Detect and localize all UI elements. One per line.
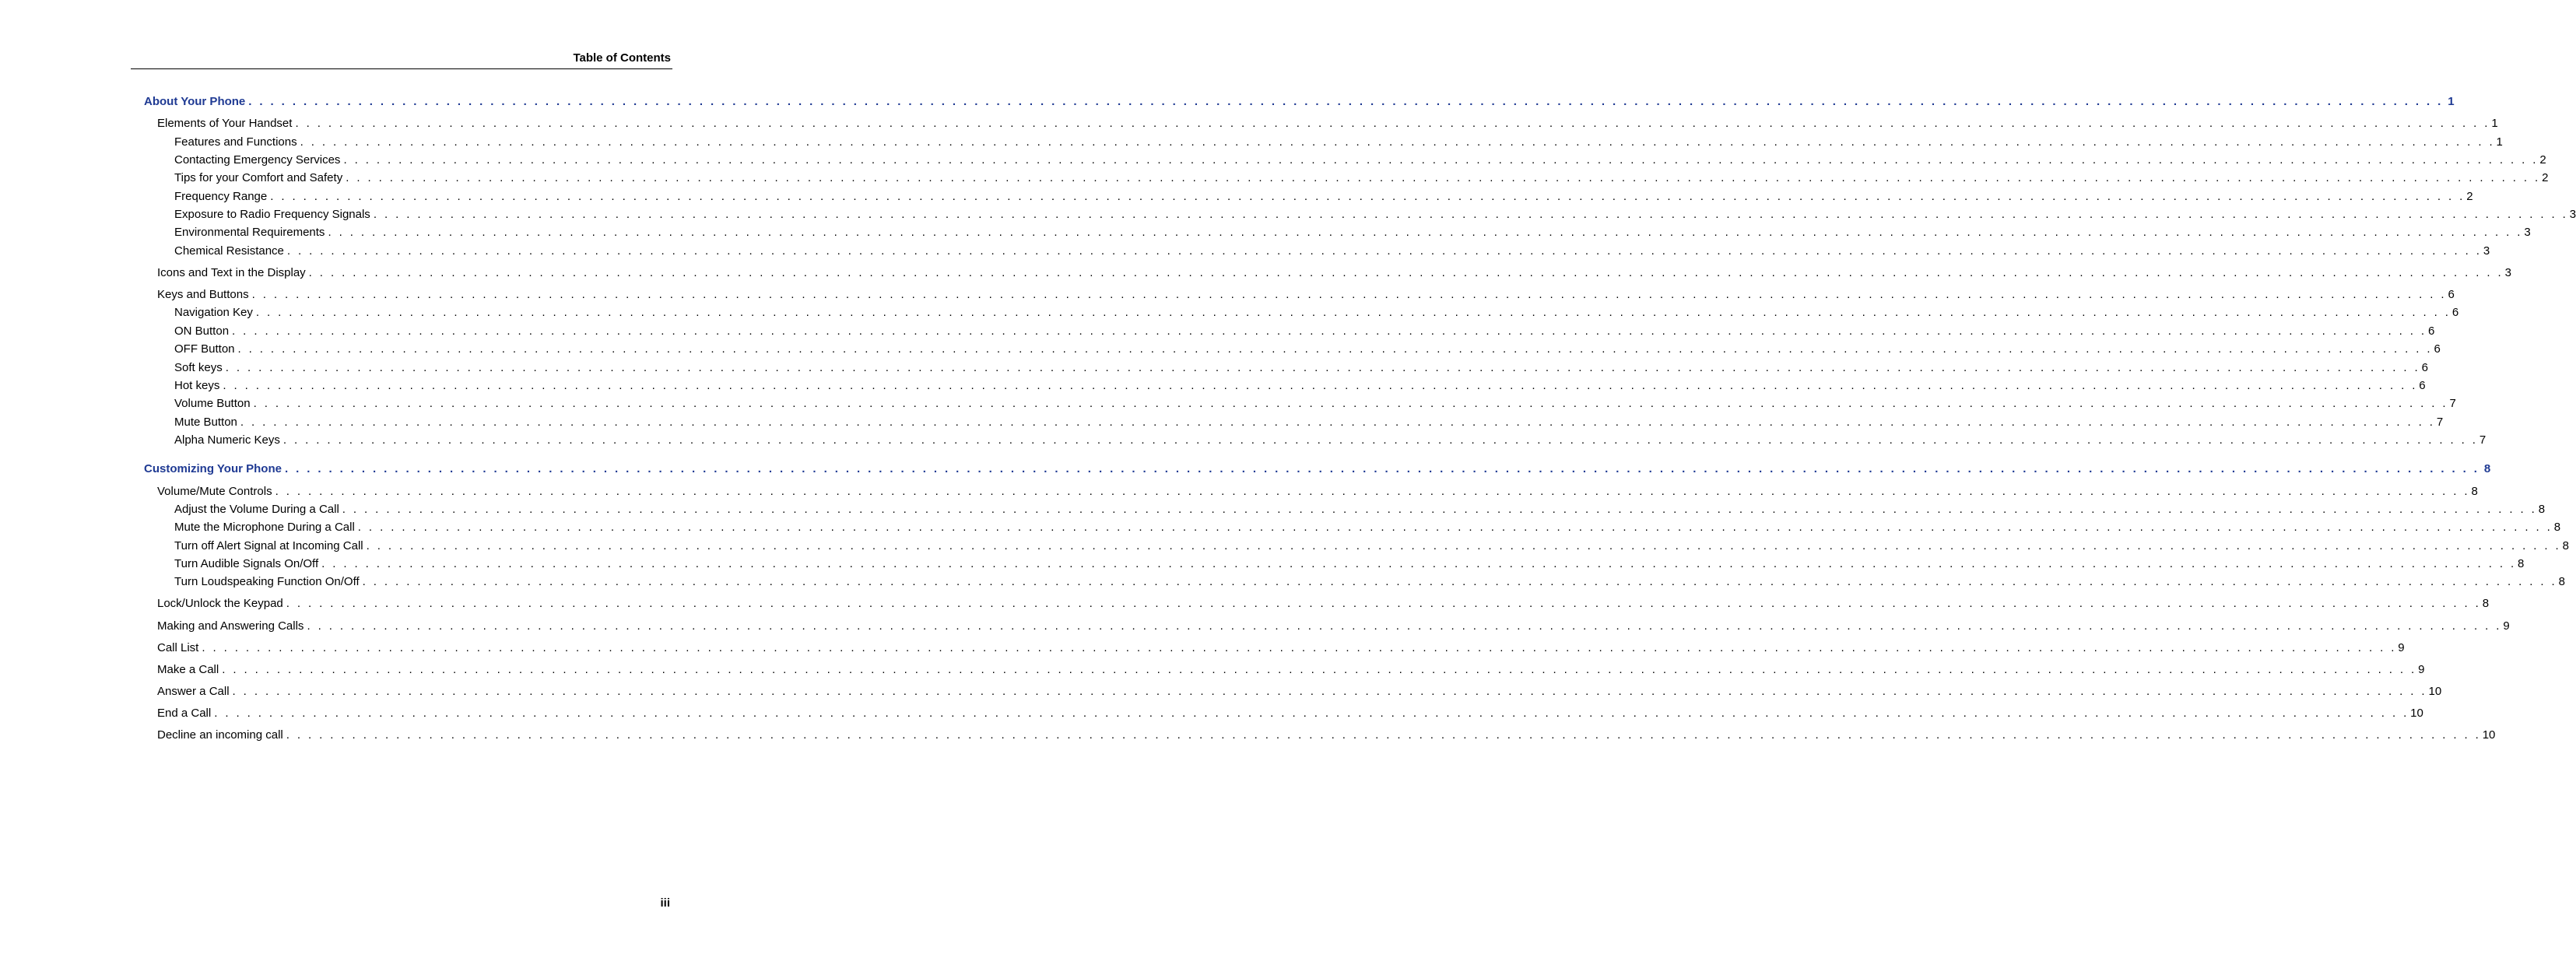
toc-entry-title: Navigation Key <box>174 306 253 319</box>
toc-entry[interactable] <box>157 117 2498 131</box>
toc-dot-leader: . . . . . . . . . . . . . . . . . . . . . . . . . . . . . . . . . . . . . . . . . . . . . . . . . . . . . . . . . . . . . . . . . . . . . . . . . . . . . . . . . . . . . . . . . . . . . . . . . . . . . . . . . . . . . . . . . . . . . . . . . . . . . . . . . . . . . . . . . . . . . . . . . . . . . . . . . . . . . . . . . . . . . . . . . . . . . . . . . . . . . . . . . . . . . . . . . . . . . . . . <box>251 288 2447 301</box>
toc-entry-title: End a Call <box>157 707 212 720</box>
toc-entry-page: 9 <box>2398 641 2405 654</box>
toc-entry-title: Icons and Text in the Display <box>157 266 306 279</box>
toc-entry[interactable] <box>174 416 2444 430</box>
toc-entry-page: 2 <box>2539 153 2546 167</box>
toc-dot-leader: . . . . . . . . . . . . . . . . . . . . . . . . . . . . . . . . . . . . . . . . . . . . . . . . . . . . . . . . . . . . . . . . . . . . . . . . . . . . . . . . . . . . . . . . . . . . . . . . . . . . . . . . . . . . . . . . . . . . . . . . . . . . . . . . . . . . . . . . . . . . . . . . . . . . . . . . . . . . . . . . . . . . . . . . . . . . . . . . . . . . . . . . . . . . . . . . . . . . . . . . <box>300 135 2495 149</box>
toc-dot-leader: . . . . . . . . . . . . . . . . . . . . . . . . . . . . . . . . . . . . . . . . . . . . . . . . . . . . . . . . . . . . . . . . . . . . . . . . . . . . . . . . . . . . . . . . . . . . . . . . . . . . . . . . . . . . . . . . . . . . . . . . . . . . . . . . . . . . . . . . . . . . . . . . . . . . . . . . . . . . . . . . . . . . . . . . . . . . . . . . . . . . . . . . . . . . . . . . . . . . . . . . <box>286 244 2482 258</box>
toc-entry-page: 1 <box>2496 135 2503 149</box>
toc-dot-leader: . . . . . . . . . . . . . . . . . . . . . . . . . . . . . . . . . . . . . . . . . . . . . . . . . . . . . . . . . . . . . . . . . . . . . . . . . . . . . . . . . . . . . . . . . . . . . . . . . . . . . . . . . . . . . . . . . . . . . . . . . . . . . . . . . . . . . . . . . . . . . . . . . . . . . . . . . . . . . . . . . . . . . . . . . . . . . . . . . . . . . . . . . . . . . . . . . . . . . . . . <box>295 117 2490 130</box>
toc-entry-title: Turn Loudspeaking Function On/Off <box>174 575 360 588</box>
toc-entry-title: About Your Phone <box>144 95 246 108</box>
toc-entry-title: ON Button <box>174 324 230 338</box>
toc-entry-page: 8 <box>2538 503 2546 516</box>
toc-dot-leader: . . . . . . . . . . . . . . . . . . . . . . . . . . . . . . . . . . . . . . . . . . . . . . . . . . . . . . . . . . . . . . . . . . . . . . . . . . . . . . . . . . . . . . . . . . . . . . . . . . . . . . . . . . . . . . . . . . . . . . . . . . . . . . . . . . . . . . . . . . . . . . . . . . . . . . . . . . . . . . . . . . . . . . . . . . . . . . . . . . . . . . . . . . . . . . . . . . . . . . . . <box>214 707 2409 720</box>
toc-entry-page: 6 <box>2427 324 2435 338</box>
toc-entry[interactable] <box>174 244 2490 258</box>
toc-entry[interactable] <box>157 641 2405 655</box>
toc-entry[interactable] <box>174 342 2441 356</box>
toc-dot-leader: . . . . . . . . . . . . . . . . . . . . . . . . . . . . . . . . . . . . . . . . . . . . . . . . . . . . . . . . . . . . . . . . . . . . . . . . . . . . . . . . . . . . . . . . . . . . . . . . . . . . . . . . . . . . . . . . . . . . . . . . . . . . . . . . . . . . . . . . . . . . . . . . . . . . . . . . . . . . . . . . . . . . . . . . . . . . . . . . . . . . . . . . . . . . . . . . . . . . . . . . <box>284 462 2479 475</box>
toc-dot-leader: . . . . . . . . . . . . . . . . . . . . . . . . . . . . . . . . . . . . . . . . . . . . . . . . . . . . . . . . . . . . . . . . . . . . . . . . . . . . . . . . . . . . . . . . . . . . . . . . . . . . . . . . . . . . . . . . . . . . . . . . . . . . . . . . . . . . . . . . . . . . . . . . . . . . . . . . . . . . . . . . . . . . . . . . . . . . . . . . . . . . . . . . . . . . . . . . . . . . . . . . <box>321 557 2517 570</box>
toc-dot-leader: . . . . . . . . . . . . . . . . . . . . . . . . . . . . . . . . . . . . . . . . . . . . . . . . . . . . . . . . . . . . . . . . . . . . . . . . . . . . . . . . . . . . . . . . . . . . . . . . . . . . . . . . . . . . . . . . . . . . . . . . . . . . . . . . . . . . . . . . . . . . . . . . . . . . . . . . . . . . . . . . . . . . . . . . . . . . . . . . . . . . . . . . . . . . . . . . . . . . . . . . <box>270 190 2465 203</box>
toc-entry-title: Frequency Range <box>174 190 268 203</box>
toc-dot-leader: . . . . . . . . . . . . . . . . . . . . . . . . . . . . . . . . . . . . . . . . . . . . . . . . . . . . . . . . . . . . . . . . . . . . . . . . . . . . . . . . . . . . . . . . . . . . . . . . . . . . . . . . . . . . . . . . . . . . . . . . . . . . . . . . . . . . . . . . . . . . . . . . . . . . . . . . . . . . . . . . . . . . . . . . . . . . . . . . . . . . . . . . . . . . . . . . . . . . . . . . <box>342 503 2537 516</box>
toc-dot-leader: . . . . . . . . . . . . . . . . . . . . . . . . . . . . . . . . . . . . . . . . . . . . . . . . . . . . . . . . . . . . . . . . . . . . . . . . . . . . . . . . . . . . . . . . . . . . . . . . . . . . . . . . . . . . . . . . . . . . . . . . . . . . . . . . . . . . . . . . . . . . . . . . . . . . . . . . . . . . . . . . . . . . . . . . . . . . . . . . . . . . . . . . . . . . . . . . . . . . . . . . <box>362 575 2557 588</box>
toc-entry-title: Call List <box>157 641 199 654</box>
toc-dot-leader: . . . . . . . . . . . . . . . . . . . . . . . . . . . . . . . . . . . . . . . . . . . . . . . . . . . . . . . . . . . . . . . . . . . . . . . . . . . . . . . . . . . . . . . . . . . . . . . . . . . . . . . . . . . . . . . . . . . . . . . . . . . . . . . . . . . . . . . . . . . . . . . . . . . . . . . . . . . . . . . . . . . . . . . . . . . . . . . . . . . . . . . . . . . . . . . . . . . . . . . . <box>275 485 2470 498</box>
toc-entry-page: 6 <box>2434 342 2441 356</box>
toc-dot-leader: . . . . . . . . . . . . . . . . . . . . . . . . . . . . . . . . . . . . . . . . . . . . . . . . . . . . . . . . . . . . . . . . . . . . . . . . . . . . . . . . . . . . . . . . . . . . . . . . . . . . . . . . . . . . . . . . . . . . . . . . . . . . . . . . . . . . . . . . . . . . . . . . . . . . . . . . . . . . . . . . . . . . . . . . . . . . . . . . . . . . . . . . . . . . . . . . . . . . . . . . <box>286 597 2481 610</box>
toc-dot-leader: . . . . . . . . . . . . . . . . . . . . . . . . . . . . . . . . . . . . . . . . . . . . . . . . . . . . . . . . . . . . . . . . . . . . . . . . . . . . . . . . . . . . . . . . . . . . . . . . . . . . . . . . . . . . . . . . . . . . . . . . . . . . . . . . . . . . . . . . . . . . . . . . . . . . . . . . . . . . . . . . . . . . . . . . . . . . . . . . . . . . . . . . . . . . . . . . . . . . . . . . <box>255 306 2451 319</box>
toc-entry-title: Environmental Requirements <box>174 226 325 239</box>
toc-entry[interactable] <box>157 728 2496 742</box>
toc-entry-title: Soft keys <box>174 361 223 374</box>
page-header-title: Table of Contents <box>573 51 671 65</box>
toc-entry-page: 3 <box>2483 244 2490 258</box>
toc-entry-title: Elements of Your Handset <box>157 117 293 130</box>
toc-entry[interactable] <box>174 379 2426 393</box>
toc-entry[interactable] <box>174 306 2459 320</box>
toc-entry-page: 6 <box>2448 288 2455 301</box>
toc-entry-page: 8 <box>2471 485 2478 498</box>
toc-chapter-entry[interactable] <box>144 95 2455 109</box>
toc-dot-leader: . . . . . . . . . . . . . . . . . . . . . . . . . . . . . . . . . . . . . . . . . . . . . . . . . . . . . . . . . . . . . . . . . . . . . . . . . . . . . . . . . . . . . . . . . . . . . . . . . . . . . . . . . . . . . . . . . . . . . . . . . . . . . . . . . . . . . . . . . . . . . . . . . . . . . . . . . . . . . . . . . . . . . . . . . . . . . . . . . . . . . . . . . . . . . . . . . . . . . . . . <box>240 416 2435 429</box>
toc-entry-page: 10 <box>2428 685 2442 698</box>
toc-entry-page: 6 <box>2421 361 2428 374</box>
toc-dot-leader: . . . . . . . . . . . . . . . . . . . . . . . . . . . . . . . . . . . . . . . . . . . . . . . . . . . . . . . . . . . . . . . . . . . . . . . . . . . . . . . . . . . . . . . . . . . . . . . . . . . . . . . . . . . . . . . . . . . . . . . . . . . . . . . . . . . . . . . . . . . . . . . . . . . . . . . . . . . . . . . . . . . . . . . . . . . . . . . . . . . . . . . . . . . . . . . . . . . . . . . . <box>223 379 2418 392</box>
toc-entry-title: Mute the Microphone During a Call <box>174 521 355 534</box>
toc-entry[interactable] <box>157 663 2425 677</box>
toc-entry[interactable] <box>174 190 2473 204</box>
toc-entry-page: 8 <box>2482 597 2490 610</box>
toc-entry[interactable] <box>174 171 2549 185</box>
toc-entry[interactable] <box>174 153 2546 167</box>
toc-dot-leader: . . . . . . . . . . . . . . . . . . . . . . . . . . . . . . . . . . . . . . . . . . . . . . . . . . . . . . . . . . . . . . . . . . . . . . . . . . . . . . . . . . . . . . . . . . . . . . . . . . . . . . . . . . . . . . . . . . . . . . . . . . . . . . . . . . . . . . . . . . . . . . . . . . . . . . . . . . . . . . . . . . . . . . . . . . . . . . . . . . . . . . . . . . . . . . . . . . . . . . . . <box>237 342 2433 356</box>
toc-entry[interactable] <box>174 361 2428 375</box>
toc-entry-page: 3 <box>2569 208 2576 221</box>
toc-entry[interactable] <box>174 324 2435 338</box>
toc-dot-leader: . . . . . . . . . . . . . . . . . . . . . . . . . . . . . . . . . . . . . . . . . . . . . . . . . . . . . . . . . . . . . . . . . . . . . . . . . . . . . . . . . . . . . . . . . . . . . . . . . . . . . . . . . . . . . . . . . . . . . . . . . . . . . . . . . . . . . . . . . . . . . . . . . . . . . . . . . . . . . . . . . . . . . . . . . . . . . . . . . . . . . . . . . . . . . . . . . . . . . . . . <box>286 728 2481 742</box>
toc-entry-page: 7 <box>2479 433 2487 447</box>
toc-entry-page: 10 <box>2410 707 2423 720</box>
toc-entry-page: 6 <box>2451 306 2459 319</box>
toc-entry[interactable] <box>157 707 2423 721</box>
toc-entry-title: Tips for your Comfort and Safety <box>174 171 343 184</box>
toc-entry-title: Exposure to Radio Frequency Signals <box>174 208 370 221</box>
toc-entry-title: Turn off Alert Signal at Incoming Call <box>174 539 363 552</box>
toc-entry[interactable] <box>157 597 2490 611</box>
toc-entry[interactable] <box>174 433 2487 447</box>
toc-entry-page: 6 <box>2419 379 2426 392</box>
toc-entry-title: Customizing Your Phone <box>144 462 282 475</box>
toc-entry-title: Make a Call <box>157 663 219 676</box>
toc-dot-leader: . . . . . . . . . . . . . . . . . . . . . . . . . . . . . . . . . . . . . . . . . . . . . . . . . . . . . . . . . . . . . . . . . . . . . . . . . . . . . . . . . . . . . . . . . . . . . . . . . . . . . . . . . . . . . . . . . . . . . . . . . . . . . . . . . . . . . . . . . . . . . . . . . . . . . . . . . . . . . . . . . . . . . . . . . . . . . . . . . . . . . . . . . . . . . . . . . . . . . . . . <box>248 95 2444 108</box>
toc-entry-page: 9 <box>2418 663 2425 676</box>
toc-entry[interactable] <box>157 685 2442 699</box>
toc-entry-title: Adjust the Volume During a Call <box>174 503 339 516</box>
toc-entry-page: 3 <box>2524 226 2531 239</box>
toc-entry-page: 7 <box>2436 416 2444 429</box>
toc-entry-page: 1 <box>2448 95 2455 108</box>
toc-dot-leader: . . . . . . . . . . . . . . . . . . . . . . . . . . . . . . . . . . . . . . . . . . . . . . . . . . . . . . . . . . . . . . . . . . . . . . . . . . . . . . . . . . . . . . . . . . . . . . . . . . . . . . . . . . . . . . . . . . . . . . . . . . . . . . . . . . . . . . . . . . . . . . . . . . . . . . . . . . . . . . . . . . . . . . . . . . . . . . . . . . . . . . . . . . . . . . . . . . . . . . . . <box>328 226 2523 239</box>
toc-entry-page: 2 <box>2542 171 2549 184</box>
toc-entry-title: Chemical Resistance <box>174 244 284 258</box>
toc-entry-title: Volume Button <box>174 397 251 410</box>
toc-entry-page: 8 <box>2553 521 2561 534</box>
toc-dot-leader: . . . . . . . . . . . . . . . . . . . . . . . . . . . . . . . . . . . . . . . . . . . . . . . . . . . . . . . . . . . . . . . . . . . . . . . . . . . . . . . . . . . . . . . . . . . . . . . . . . . . . . . . . . . . . . . . . . . . . . . . . . . . . . . . . . . . . . . . . . . . . . . . . . . . . . . . . . . . . . . . . . . . . . . . . . . . . . . . . . . . . . . . . . . . . . . . . . . . . . . . <box>283 433 2478 447</box>
toc-entry-title: Alpha Numeric Keys <box>174 433 280 447</box>
toc-entry-page: 8 <box>2483 462 2491 475</box>
toc-entry-page: 1 <box>2491 117 2498 130</box>
toc-dot-leader: . . . . . . . . . . . . . . . . . . . . . . . . . . . . . . . . . . . . . . . . . . . . . . . . . . . . . . . . . . . . . . . . . . . . . . . . . . . . . . . . . . . . . . . . . . . . . . . . . . . . . . . . . . . . . . . . . . . . . . . . . . . . . . . . . . . . . . . . . . . . . . . . . . . . . . . . . . . . . . . . . . . . . . . . . . . . . . . . . . . . . . . . . . . . . . . . . . . . . . . . <box>373 208 2568 221</box>
toc-dot-leader: . . . . . . . . . . . . . . . . . . . . . . . . . . . . . . . . . . . . . . . . . . . . . . . . . . . . . . . . . . . . . . . . . . . . . . . . . . . . . . . . . . . . . . . . . . . . . . . . . . . . . . . . . . . . . . . . . . . . . . . . . . . . . . . . . . . . . . . . . . . . . . . . . . . . . . . . . . . . . . . . . . . . . . . . . . . . . . . . . . . . . . . . . . . . . . . . . . . . . . . . <box>202 641 2397 654</box>
toc-entry-page: 7 <box>2449 397 2456 410</box>
toc-entry[interactable] <box>174 557 2525 571</box>
toc-entry[interactable] <box>174 397 2456 411</box>
toc-entry-page: 8 <box>2518 557 2525 570</box>
toc-entry-page: 2 <box>2466 190 2473 203</box>
header-divider <box>131 68 672 69</box>
toc-dot-leader: . . . . . . . . . . . . . . . . . . . . . . . . . . . . . . . . . . . . . . . . . . . . . . . . . . . . . . . . . . . . . . . . . . . . . . . . . . . . . . . . . . . . . . . . . . . . . . . . . . . . . . . . . . . . . . . . . . . . . . . . . . . . . . . . . . . . . . . . . . . . . . . . . . . . . . . . . . . . . . . . . . . . . . . . . . . . . . . . . . . . . . . . . . . . . . . . . . . . . . . . <box>253 397 2448 410</box>
toc-entry-title: Contacting Emergency Services <box>174 153 341 167</box>
toc-entry-title: OFF Button <box>174 342 235 356</box>
toc-dot-leader: . . . . . . . . . . . . . . . . . . . . . . . . . . . . . . . . . . . . . . . . . . . . . . . . . . . . . . . . . . . . . . . . . . . . . . . . . . . . . . . . . . . . . . . . . . . . . . . . . . . . . . . . . . . . . . . . . . . . . . . . . . . . . . . . . . . . . . . . . . . . . . . . . . . . . . . . . . . . . . . . . . . . . . . . . . . . . . . . . . . . . . . . . . . . . . . . . . . . . . . . <box>222 663 2417 676</box>
toc-entry[interactable] <box>174 521 2561 535</box>
toc-dot-leader: . . . . . . . . . . . . . . . . . . . . . . . . . . . . . . . . . . . . . . . . . . . . . . . . . . . . . . . . . . . . . . . . . . . . . . . . . . . . . . . . . . . . . . . . . . . . . . . . . . . . . . . . . . . . . . . . . . . . . . . . . . . . . . . . . . . . . . . . . . . . . . . . . . . . . . . . . . . . . . . . . . . . . . . . . . . . . . . . . . . . . . . . . . . . . . . . . . . . . . . . <box>308 266 2504 279</box>
toc-entry[interactable] <box>174 575 2565 589</box>
toc-entry[interactable] <box>157 485 2478 499</box>
toc-entry[interactable] <box>174 208 2576 222</box>
toc-entry-title: Volume/Mute Controls <box>157 485 272 498</box>
toc-dot-leader: . . . . . . . . . . . . . . . . . . . . . . . . . . . . . . . . . . . . . . . . . . . . . . . . . . . . . . . . . . . . . . . . . . . . . . . . . . . . . . . . . . . . . . . . . . . . . . . . . . . . . . . . . . . . . . . . . . . . . . . . . . . . . . . . . . . . . . . . . . . . . . . . . . . . . . . . . . . . . . . . . . . . . . . . . . . . . . . . . . . . . . . . . . . . . . . . . . . . . . . . <box>357 521 2553 534</box>
toc-dot-leader: . . . . . . . . . . . . . . . . . . . . . . . . . . . . . . . . . . . . . . . . . . . . . . . . . . . . . . . . . . . . . . . . . . . . . . . . . . . . . . . . . . . . . . . . . . . . . . . . . . . . . . . . . . . . . . . . . . . . . . . . . . . . . . . . . . . . . . . . . . . . . . . . . . . . . . . . . . . . . . . . . . . . . . . . . . . . . . . . . . . . . . . . . . . . . . . . . . . . . . . . <box>232 685 2427 698</box>
toc-dot-leader: . . . . . . . . . . . . . . . . . . . . . . . . . . . . . . . . . . . . . . . . . . . . . . . . . . . . . . . . . . . . . . . . . . . . . . . . . . . . . . . . . . . . . . . . . . . . . . . . . . . . . . . . . . . . . . . . . . . . . . . . . . . . . . . . . . . . . . . . . . . . . . . . . . . . . . . . . . . . . . . . . . . . . . . . . . . . . . . . . . . . . . . . . . . . . . . . . . . . . . . . <box>343 153 2539 167</box>
toc-dot-leader: . . . . . . . . . . . . . . . . . . . . . . . . . . . . . . . . . . . . . . . . . . . . . . . . . . . . . . . . . . . . . . . . . . . . . . . . . . . . . . . . . . . . . . . . . . . . . . . . . . . . . . . . . . . . . . . . . . . . . . . . . . . . . . . . . . . . . . . . . . . . . . . . . . . . . . . . . . . . . . . . . . . . . . . . . . . . . . . . . . . . . . . . . . . . . . . . . . . . . . . . <box>232 324 2427 338</box>
toc-entry-title: Answer a Call <box>157 685 230 698</box>
toc-entry-title: Hot keys <box>174 379 220 392</box>
toc-chapter-entry[interactable] <box>144 462 2491 476</box>
toc-entry-title: Lock/Unlock the Keypad <box>157 597 283 610</box>
toc-entry-page: 10 <box>2482 728 2496 742</box>
toc-entry-title: Keys and Buttons <box>157 288 249 301</box>
toc-entry[interactable] <box>174 135 2503 149</box>
toc-entry-title: Turn Audible Signals On/Off <box>174 557 319 570</box>
page-number: iii <box>660 896 670 910</box>
toc-entry-title: Features and Functions <box>174 135 297 149</box>
toc-entry-page: 3 <box>2504 266 2511 279</box>
toc-entry-page: 9 <box>2503 619 2510 633</box>
toc-dot-leader: . . . . . . . . . . . . . . . . . . . . . . . . . . . . . . . . . . . . . . . . . . . . . . . . . . . . . . . . . . . . . . . . . . . . . . . . . . . . . . . . . . . . . . . . . . . . . . . . . . . . . . . . . . . . . . . . . . . . . . . . . . . . . . . . . . . . . . . . . . . . . . . . . . . . . . . . . . . . . . . . . . . . . . . . . . . . . . . . . . . . . . . . . . . . . . . . . . . . . . . . <box>346 171 2541 184</box>
toc-entry[interactable] <box>157 619 2510 633</box>
toc-dot-leader: . . . . . . . . . . . . . . . . . . . . . . . . . . . . . . . . . . . . . . . . . . . . . . . . . . . . . . . . . . . . . . . . . . . . . . . . . . . . . . . . . . . . . . . . . . . . . . . . . . . . . . . . . . . . . . . . . . . . . . . . . . . . . . . . . . . . . . . . . . . . . . . . . . . . . . . . . . . . . . . . . . . . . . . . . . . . . . . . . . . . . . . . . . . . . . . . . . . . . . . . <box>225 361 2420 374</box>
toc-entry-title: Mute Button <box>174 416 237 429</box>
toc-entry[interactable] <box>174 539 2569 553</box>
toc-entry[interactable] <box>174 226 2531 240</box>
toc-entry-page: 8 <box>2562 539 2569 552</box>
toc-entry[interactable] <box>157 266 2511 280</box>
toc-entry[interactable] <box>157 288 2455 302</box>
toc-entry[interactable] <box>174 503 2546 517</box>
toc-dot-leader: . . . . . . . . . . . . . . . . . . . . . . . . . . . . . . . . . . . . . . . . . . . . . . . . . . . . . . . . . . . . . . . . . . . . . . . . . . . . . . . . . . . . . . . . . . . . . . . . . . . . . . . . . . . . . . . . . . . . . . . . . . . . . . . . . . . . . . . . . . . . . . . . . . . . . . . . . . . . . . . . . . . . . . . . . . . . . . . . . . . . . . . . . . . . . . . . . . . . . . . . <box>366 539 2561 552</box>
toc-entry-title: Making and Answering Calls <box>157 619 304 633</box>
toc-dot-leader: . . . . . . . . . . . . . . . . . . . . . . . . . . . . . . . . . . . . . . . . . . . . . . . . . . . . . . . . . . . . . . . . . . . . . . . . . . . . . . . . . . . . . . . . . . . . . . . . . . . . . . . . . . . . . . . . . . . . . . . . . . . . . . . . . . . . . . . . . . . . . . . . . . . . . . . . . . . . . . . . . . . . . . . . . . . . . . . . . . . . . . . . . . . . . . . . . . . . . . . . <box>307 619 2502 633</box>
toc-entry-title: Decline an incoming call <box>157 728 283 742</box>
toc-entry-page: 8 <box>2558 575 2565 588</box>
